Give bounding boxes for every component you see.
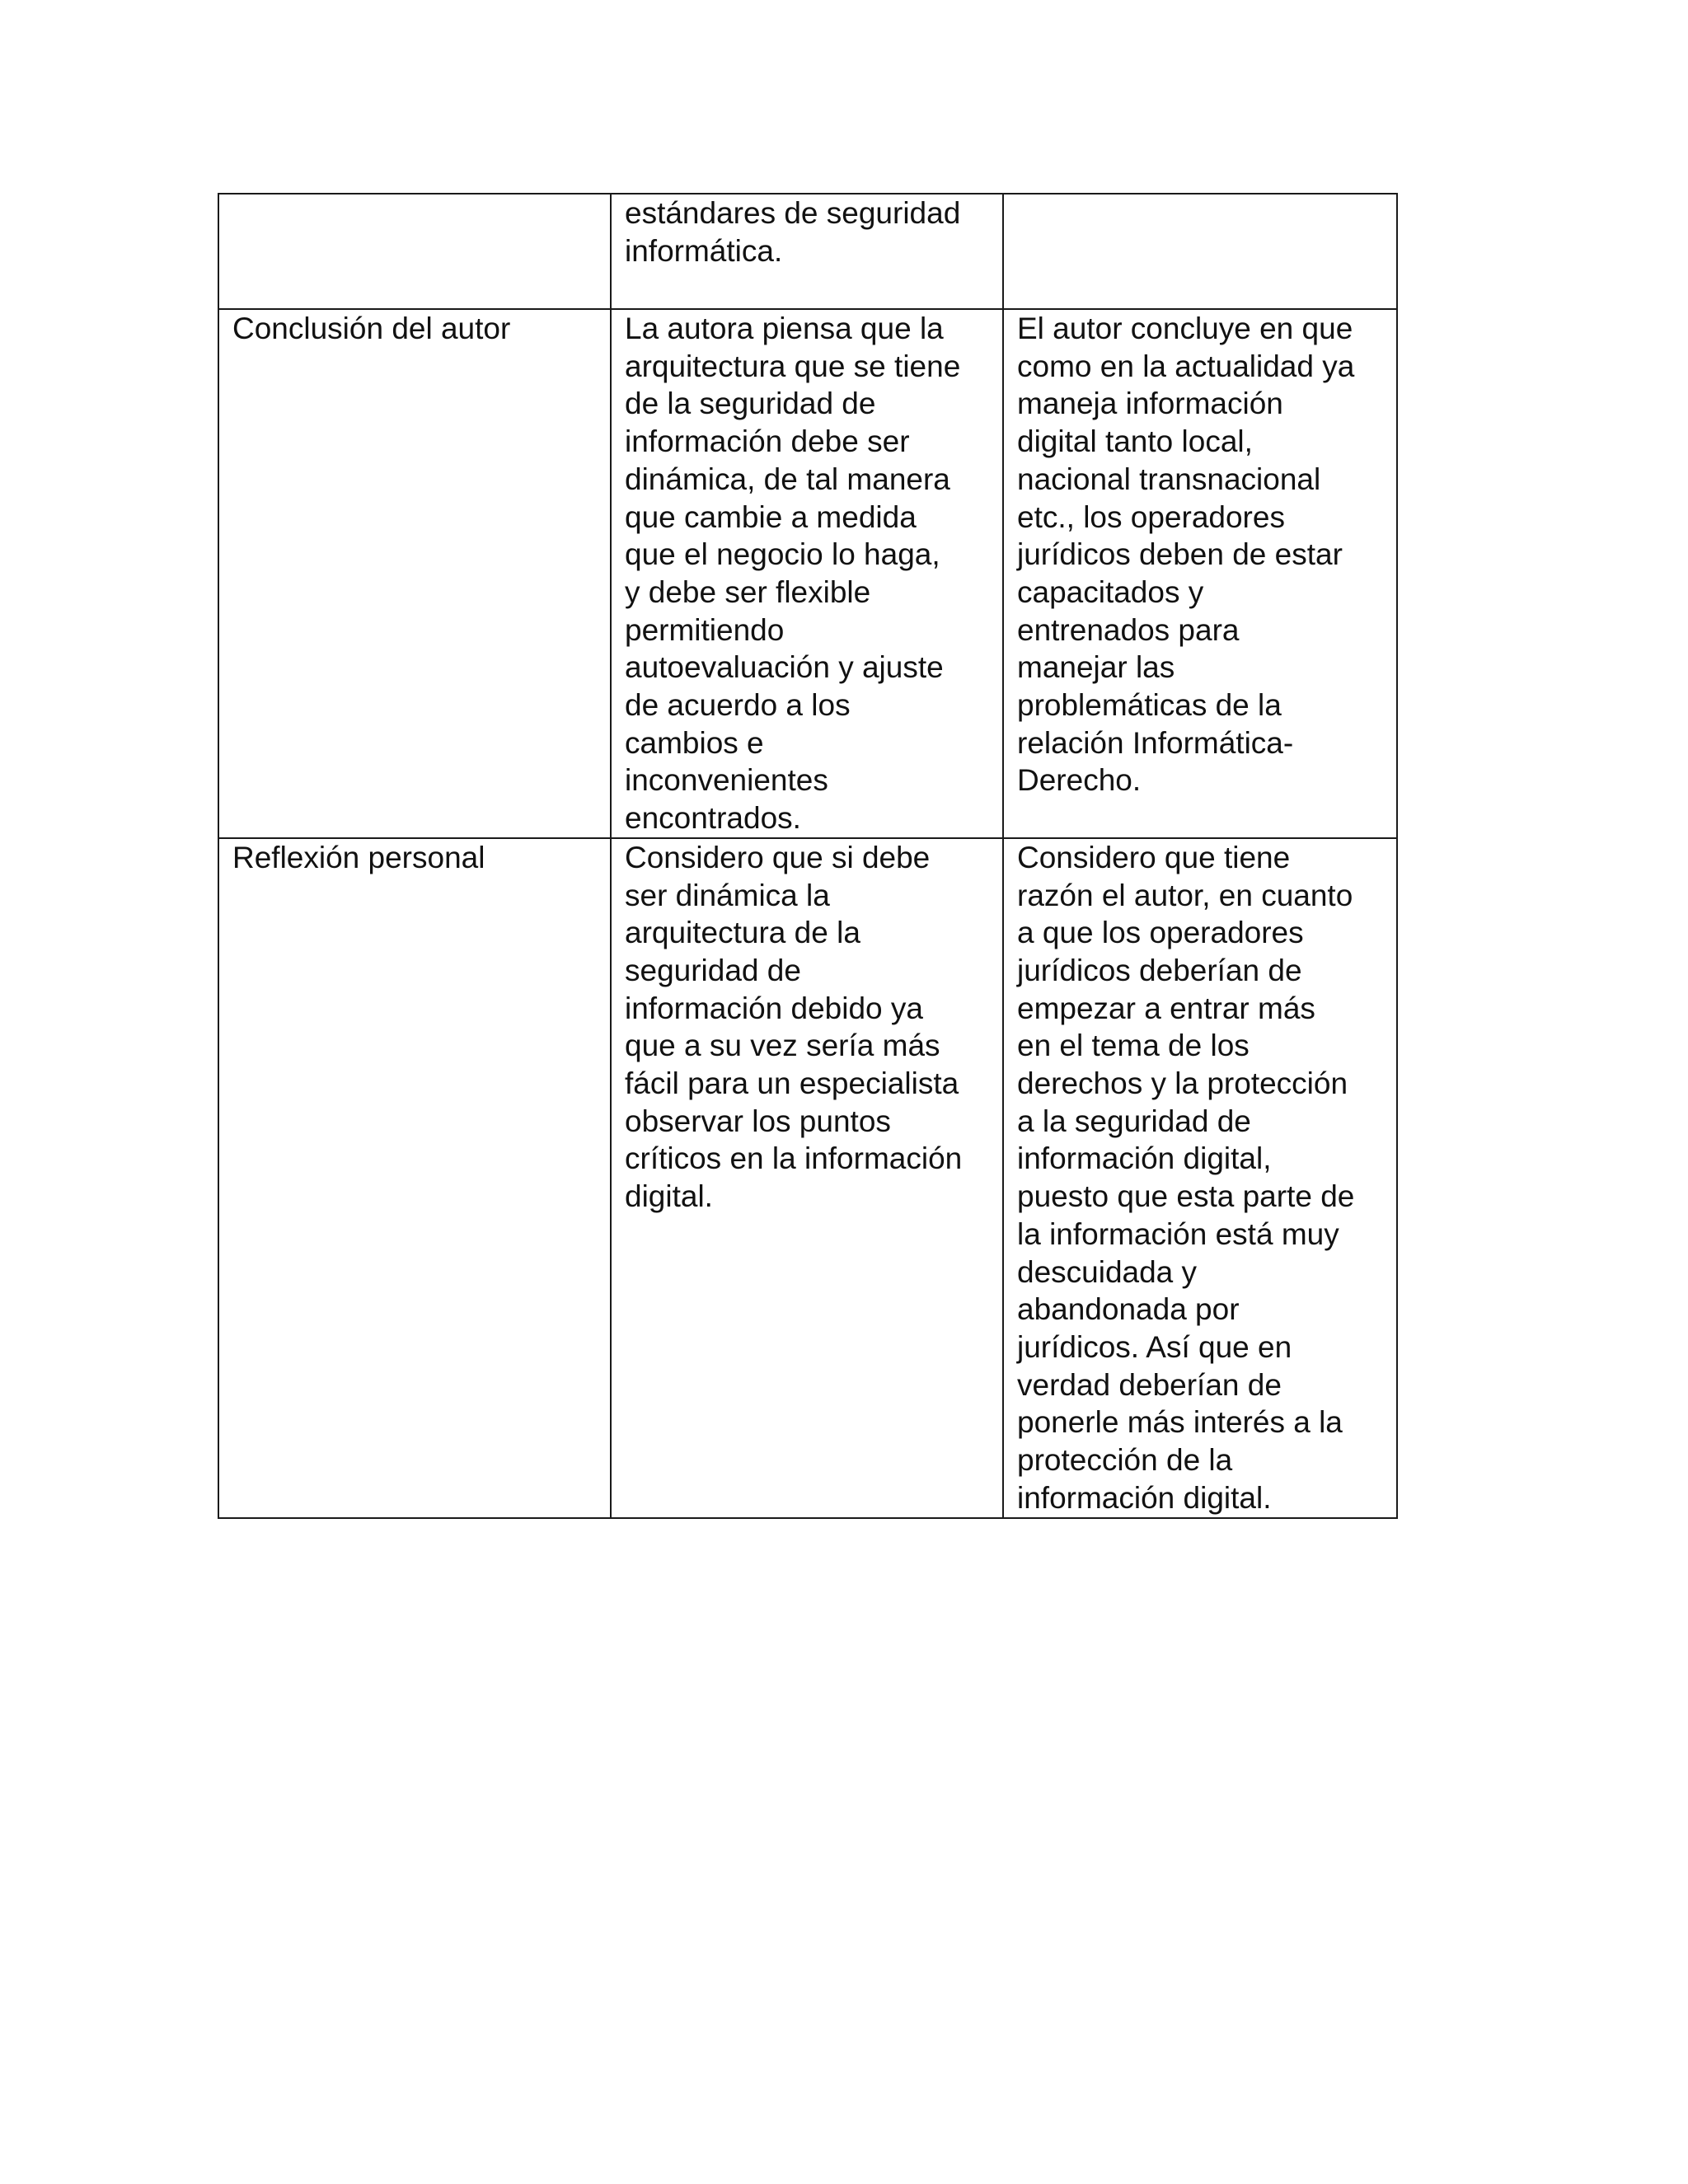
row-label-cell: Conclusión del autor bbox=[218, 309, 611, 838]
author-b-cell bbox=[1003, 194, 1397, 309]
author-a-cell: Considero que si debe ser dinámica la arquitectura de la seguridad de información debido ya que a su vez sería más fácil para un especialista observar los puntos críticos en la información digital. bbox=[611, 838, 1003, 1518]
comparison-table bbox=[218, 193, 1398, 1519]
table-row bbox=[218, 194, 1397, 309]
table-row bbox=[218, 309, 1397, 838]
row-label-cell bbox=[218, 194, 611, 309]
table-row bbox=[218, 838, 1397, 1518]
author-a-cell: La autora piensa que la arquitectura que se tiene de la seguridad de información debe ser dinámica, de tal manera que cambie a medida que el negocio lo haga, y debe ser flexible permitiendo autoevaluación y ajuste de acuerdo a los cambios e inconvenientes encontrados. bbox=[611, 309, 1003, 838]
author-b-cell: El autor concluye en que como en la actualidad ya maneja información digital tanto local, nacional transnacional etc., los operadores jurídicos deben de estar capacitados y entrenados para manejar las problemáticas de la relación Informática- Derecho. bbox=[1003, 309, 1397, 838]
row-label-cell: Reflexión personal bbox=[218, 838, 611, 1518]
author-a-cell: estándares de seguridad informática. bbox=[611, 194, 1003, 309]
author-b-cell: Considero que tiene razón el autor, en cuanto a que los operadores jurídicos deberían de empezar a entrar más en el tema de los derechos y la protección a la seguridad de información digital, puesto que esta parte de la información está muy descuidada y abandonada por jurídicos. Así que en verdad deberían de ponerle más interés a la protección de la información digital. bbox=[1003, 838, 1397, 1518]
